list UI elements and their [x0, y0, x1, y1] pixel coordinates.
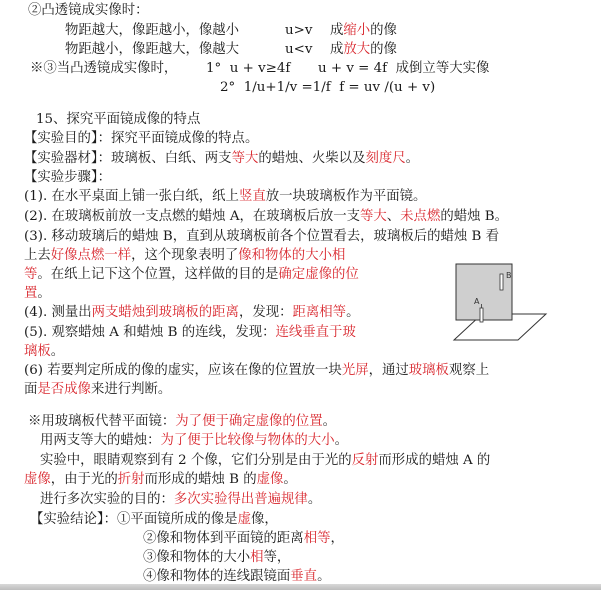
note-4: 进行多次实验的目的：多次实验得出普遍规律。 — [40, 492, 322, 507]
note-2: 用两支等大的蜡烛：为了便于比较像与物体的大小。 — [40, 433, 348, 448]
convex-row-2: 物距越小，像距越大，像越大 — [65, 42, 240, 57]
conclusion-1: 【实验结论】：①平面镜所成的像是虚像， — [30, 512, 278, 527]
figure-label-a: A — [474, 297, 480, 306]
step-3-line-3: 等。在纸上记下这个位置，这样做的目的是确定虚像的位 — [24, 267, 359, 282]
convex-row-3: ※③当凸透镜成实像时， — [30, 61, 178, 76]
purpose-line: 【实验目的】：探究平面镜成像的特点。 — [24, 131, 259, 146]
convex-row-1: 物距越大，像距越小，像越小 — [65, 23, 240, 38]
convex-row-2-cond: u<v — [285, 42, 313, 57]
note-3-line-1: 实验中，眼睛观察到有 2 个像，它们分别是由于光的反射而形成的蜡烛 A 的 — [40, 453, 491, 468]
convex-row-3-cond: 1° u + v≥4f — [206, 61, 291, 76]
glass-plate — [456, 264, 512, 320]
step-6-line-1: (6) 若要判定所成的像的虚实，应该在像的位置放一块光屏，通过玻璃板观察上 — [24, 363, 490, 378]
step-5-line-2: 璃板。 — [24, 344, 65, 359]
bottom-bar — [0, 584, 601, 590]
candle-b — [500, 274, 503, 290]
convex-row-1-cond: u>v — [285, 23, 313, 38]
section-title: 15、探究平面镜成像的特点 — [36, 112, 201, 127]
mirror-experiment-figure — [452, 262, 548, 344]
convex-row-1-result: 成缩小的像 — [330, 23, 397, 38]
note-3-line-2: 虚像，由于光的折射而形成的蜡烛 B 的虚像。 — [24, 472, 297, 487]
conclusion-2: ②像和物体到平面镜的距离相等， — [143, 531, 344, 546]
steps-label: 【实验步骤】： — [24, 170, 112, 185]
step-1: (1). 在水平桌面上铺一张白纸，纸上竖直放一块玻璃板作为平面镜。 — [24, 189, 427, 204]
step-6-line-2: 面是否成像来进行判断。 — [24, 382, 172, 397]
convex-row-2-result: 成放大的像 — [330, 42, 397, 57]
step-4: (4). 测量出两支蜡烛到玻璃板的距离，发现：距离相等。 — [24, 305, 360, 320]
step-5-line-1: (5). 观察蜡烛 A 和蜡烛 B 的连线，发现：连线垂直于玻 — [24, 325, 356, 340]
step-3-line-2: 上去好像点燃一样，这个现象表明了像和物体的大小相 — [24, 248, 346, 263]
equipment-line: 【实验器材】：玻璃板、白纸、两支等大的蜡烛、火柴以及刻度尺。 — [24, 151, 420, 166]
convex-row-3-result: u + v = 4f 成倒立等大实像 — [318, 61, 490, 76]
note-1: ※用玻璃板代替平面镜：为了便于确定虚像的位置。 — [28, 414, 336, 429]
step-3-line-4: 置。 — [24, 286, 51, 301]
convex-row-4: 2° 1/u+1/v =1/f f = uv /(u + v) — [220, 80, 436, 95]
conclusion-4: ④像和物体的连线跟镜面垂直。 — [143, 569, 331, 584]
step-3-line-1: (3). 移动玻璃后的蜡烛 B，直到从玻璃板前各个位置看去，玻璃板后的蜡烛 B 看 — [24, 229, 500, 244]
convex-heading: ②凸透镜成实像时： — [28, 3, 149, 18]
conclusion-3: ③像和物体的大小相等， — [143, 550, 291, 565]
figure-label-b: B — [506, 271, 512, 280]
step-2: (2). 在玻璃板前放一支点燃的蜡烛 A，在玻璃板后放一支等大、未点燃的蜡烛 B。 — [24, 209, 509, 224]
